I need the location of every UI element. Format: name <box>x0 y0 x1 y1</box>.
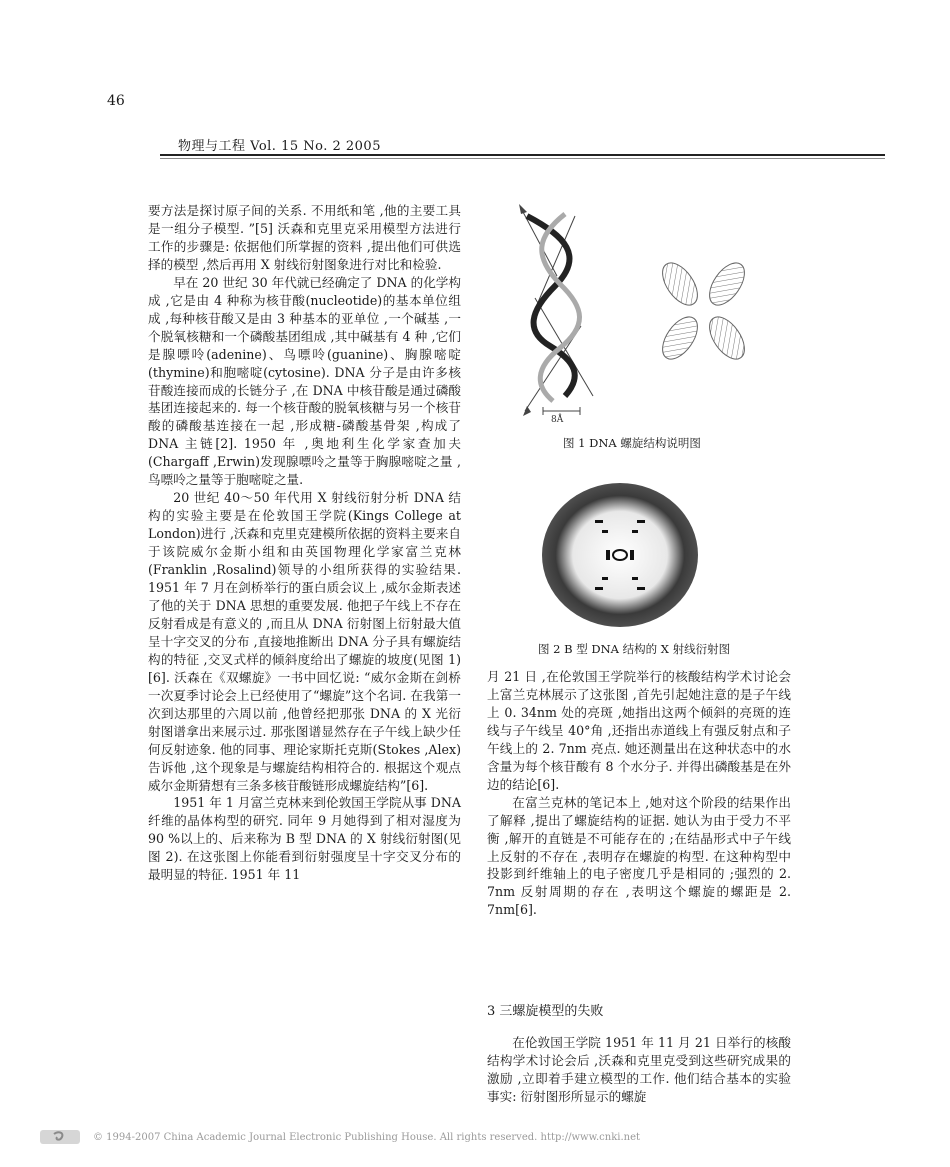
section-heading: 3 三螺旋模型的失败 <box>487 1004 604 1019</box>
right-column-top <box>487 668 791 919</box>
figure-2-xray-diffraction-photo <box>540 482 700 628</box>
right-paragraph-2: 在富兰克林的笔记本上 ,她对这个阶段的结果作出了解释 ,提出了螺旋结构的证据. 她认为由于受力不平衡 ,解开的直链是不可能存在的 ;在结晶形式中子午线上反射的不存在 ,表明存在螺旋的构型. 在这种构型中投影到纤维轴上的电子密度几乎是相同的 ;强烈的 2. 7nm 反射周期的存在 ,表明这个螺旋的螺距是 2. 7nm[6]. <box>487 794 791 918</box>
left-paragraph-3: 20 世纪 40～50 年代用 X 射线衍射分析 DNA 结构的实验主要是在伦敦国王学院(Kings College at London)进行 ,沃森和克里克建模所依据的资料主要来自于该院威尔金斯小组和由英国物理化学家富兰克林(Franklin ,Rosalind)领导的小组所获得的实验结果. 1951 年 7 月在剑桥举行的蛋白质会议上 ,威尔金斯表述了他的关于 DNA 思想的重要发展. 他把子午线上不存在反射看成是有意义的 ,而且从 DNA 衍射图上衍射最大值呈十字交叉的分布 ,直接地推断出 DNA 分子具有螺旋结构的特征 ,交叉式样的倾斜度给出了螺旋的坡度(见图 1)[6]. 沃森在《双螺旋》一书中回忆说: “威尔金斯在剑桥一次夏季讨论会上已经使用了“螺旋”这个名词. 在我第一次到达那里的六周以前 ,他曾经把那张 DNA 的 X 光衍射图谱拿出来展示过. 那张图谱显然存在子午线上缺少任何反射迹象. 他的同事、理论家斯托克斯(Stokes ,Alex)告诉他 ,这个现象是与螺旋结构相符合的. 根据这个观点威尔金斯猜想有三条多核苷酸链形成螺旋结构”[6]. <box>148 490 461 793</box>
left-paragraph-2: 早在 20 世纪 30 年代就已经确定了 DNA 的化学构成 ,它是由 4 种称为核苷酸(nucleotide)的基本单位组成 ,每种核苷酸又是由 3 种基本的亚单位 ,一个碱基 ,一个脱氧核糖和一个磷酸基团组成 ,其中碱基有 4 种 ,它们是腺嘌呤(adenine)、鸟嘌呤(guanine)、胸腺嘧啶(thymine)和胞嘧啶(cytosine). DNA 分子是由许多核苷酸连接而成的长链分子 ,在 DNA 中核苷酸是通过磷酸基团连接起来的. 每一个核苷酸的脱氧核糖与另一个核苷酸的磷酸基连接在一起 ,形成糖-磷酸基骨架 ,构成了 DNA 主链[2]. 1950 年 ,奥地利生化学家查加夫(Chargaff ,Erwin)发现腺嘌呤之量等于胸腺嘧啶之量 ,鸟嘌呤之量等于胞嘧啶之量. <box>148 274 461 488</box>
right-paragraph-3: 在伦敦国王学院 1951 年 11 月 21 日举行的核酸结构学术讨论会后 ,沃森和克里克受到这些研究成果的激励 ,立即着手建立模型的工作. 他们结合基本的实验事实: 衍射图形所显示的螺旋 <box>487 1035 791 1104</box>
left-column <box>148 202 461 884</box>
page-number: 46 <box>107 93 125 109</box>
footer-copyright: © 1994-2007 China Academic Journal Electronic Publishing House. All rights reserved. http://www.cnki.net <box>93 1132 641 1143</box>
left-paragraph-1: 要方法是探讨原子间的关系. 不用纸和笔 ,他的主要工具是一组分子模型. ”[5] 沃森和克里克采用模型方法进行工作的步骤是: 依据他们所掌握的资料 ,提出他们可供选择的模型 ,然后再用 X 射线衍射图象进行对比和检验. <box>148 203 461 272</box>
figure-1-dna-helix-illustration <box>505 196 795 428</box>
header-rule <box>160 154 885 156</box>
cnki-logo-icon <box>40 1128 80 1146</box>
diffraction-cross-pattern <box>656 257 752 365</box>
running-header: 物理与工程 Vol. 15 No. 2 2005 <box>178 139 381 154</box>
header-rule-thin <box>160 158 885 159</box>
scale-label: 8Å <box>551 415 564 425</box>
helix-drawing <box>519 204 593 425</box>
figure-1-caption: 图 1 DNA 螺旋结构说明图 <box>563 436 701 450</box>
figure-2-caption: 图 2 B 型 DNA 结构的 X 射线衍射图 <box>538 642 731 656</box>
right-paragraph-1: 月 21 日 ,在伦敦国王学院举行的核酸结构学术讨论会上富兰克林展示了这张图 ,首先引起她注意的是子午线上 0. 34nm 处的亮斑 ,她指出这两个倾斜的亮斑的连线与子午线呈 40°角 ,还指出赤道线上有强反射点和子午线上的 2. 7nm 亮点. 她还测量出在这种状态中的水含量为每个核苷酸有 8 个水分子. 并得出磷酸基是在外边的结论[6]. <box>487 669 791 792</box>
left-paragraph-4: 1951 年 1 月富兰克林来到伦敦国王学院从事 DNA 纤维的晶体构型的研究. 同年 9 月她得到了相对湿度为 90 %以上的、后来称为 B 型 DNA 的 X 射线衍射图(见图 2). 在这张图上你能看到衍射强度呈十字交叉分布的最明显的特征. 1951 年 11 <box>148 795 461 883</box>
right-column-bottom <box>487 1034 791 1106</box>
